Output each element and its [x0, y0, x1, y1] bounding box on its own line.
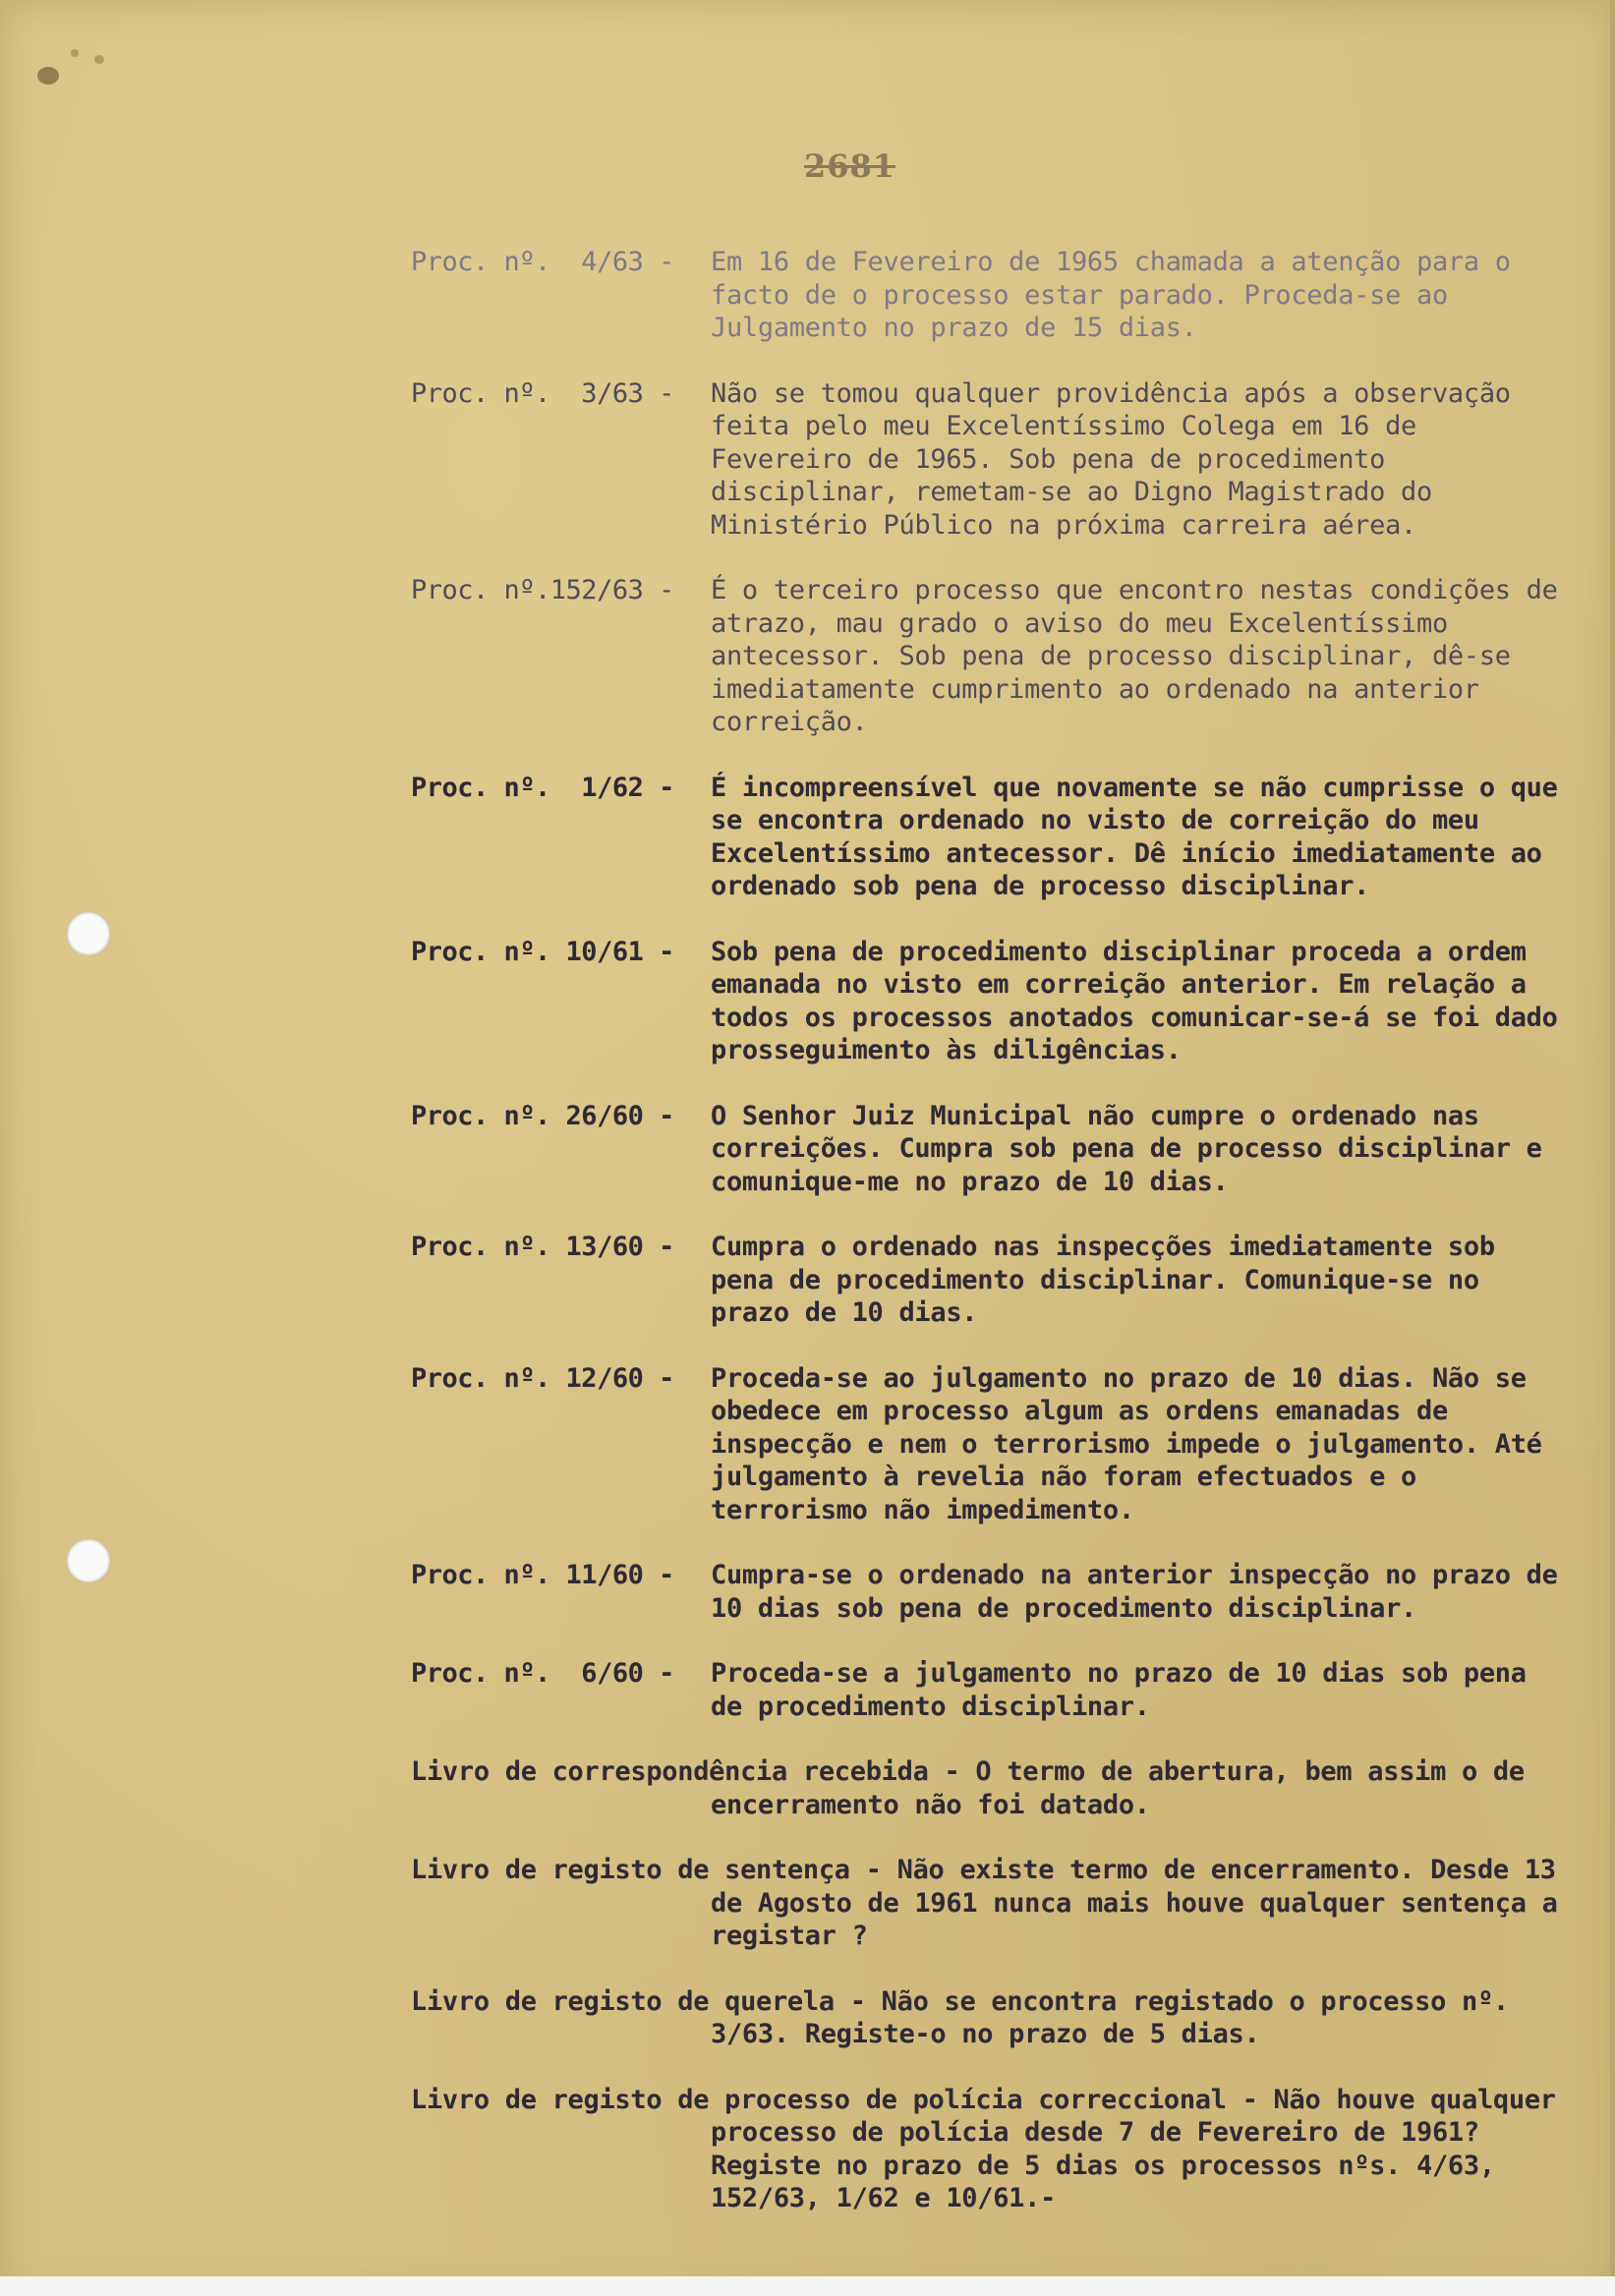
process-text: É incompreensível que novamente se não cumprisse o que se encontra ordenado no visto de correição do meu Excelentíssimo antecessor. Dê início imediatamente ao ordenado sob pena de processo disciplinar.: [711, 772, 1558, 901]
page-edge: [1610, 0, 1615, 2296]
correction-entries: [411, 246, 1566, 2248]
process-entry: [411, 1362, 1566, 1527]
book-label: Livro de correspondência recebida -: [411, 1756, 976, 1787]
book-text: O termo de abertura, bem assim o de encerramento não foi datado.: [711, 1756, 1525, 1820]
process-text: Proceda-se ao julgamento no prazo de 10 dias. Não se obedece em processo algum as ordens emanadas de inspecção e nem o terrorismo impede o julgamento. Até julgamento à revelia não foram efectuados e o terrorismo não impedimento.: [711, 1362, 1542, 1525]
process-text: É o terceiro processo que encontro nestas condições de atrazo, mau grado o aviso do meu Excelentíssimo antecessor. Sob pena de processo disciplinar, dê-se imediatamente cumprimento ao ordenado na anterior correição.: [711, 575, 1558, 737]
process-label: Proc. nº. 6/60 -: [411, 1658, 674, 1689]
process-entry: [411, 1657, 1566, 1723]
process-label: Proc. nº. 13/60 -: [411, 1232, 674, 1262]
process-text: Cumpra o ordenado nas inspecções imediatamente sob pena de procedimento disciplinar. Comunique-se no prazo de 10 dias.: [711, 1232, 1495, 1328]
process-entry: [411, 1100, 1566, 1199]
process-label: Proc. nº. 3/63 -: [411, 377, 674, 409]
process-label: Proc. nº. 10/61 -: [411, 936, 674, 967]
process-text: Em 16 de Fevereiro de 1965 chamada a atenção para o facto de o processo estar parado. Proceda-se ao Julgamento no prazo de 15 dias.: [711, 247, 1511, 343]
ink-smudge: [71, 49, 79, 57]
process-entry: [411, 1231, 1566, 1330]
process-label: Proc. nº. 12/60 -: [411, 1362, 674, 1394]
book-entry: [411, 1755, 1566, 1821]
book-label: Livro de registo de processo de polícia correccional -: [411, 2084, 1274, 2115]
process-label: Proc. nº. 4/63 -: [411, 247, 674, 277]
process-label: Proc. nº. 1/62 -: [411, 772, 674, 803]
process-text: Não se tomou qualquer providência após a observação feita pelo meu Excelentíssimo Colega em 16 de Fevereiro de 1965. Sob pena de procedimento disciplinar, remetam-se ao Digno Magistrado do Ministério Público na próxima carreira aérea.: [711, 377, 1511, 541]
book-entry: [411, 1854, 1566, 1953]
book-text: Não existe termo de encerramento. Desde 13 de Agosto de 1961 nunca mais houve qualquer sentença a registar ?: [711, 1855, 1558, 1951]
punch-hole-bottom: [67, 1539, 110, 1582]
ink-smudge: [94, 55, 104, 64]
process-entry: [411, 246, 1566, 345]
process-label: Proc. nº. 26/60 -: [411, 1100, 674, 1131]
page-number: 2681: [804, 147, 896, 185]
book-label: Livro de registo de querela -: [411, 1985, 882, 2017]
scan-margin: [0, 2276, 1615, 2296]
process-entry: [411, 936, 1566, 1067]
process-text: Proceda-se a julgamento no prazo de 10 dias sob pena de procedimento disciplinar.: [711, 1658, 1527, 1722]
process-label: Proc. nº.152/63 -: [411, 575, 674, 605]
punch-hole-top: [67, 912, 110, 955]
book-text: Não se encontra registado o processo nº. 3/63. Registe-o no prazo de 5 dias.: [711, 1985, 1509, 2049]
process-entry: [411, 377, 1566, 543]
book-text: Não houve qualquer processo de polícia desde 7 de Fevereiro de 1961? Registe no prazo de 5 dias os processos nºs. 4/63, 152/63, 1/62 e 10/61.-: [711, 2084, 1556, 2213]
book-label: Livro de registo de sentença -: [411, 1855, 897, 1885]
book-entry: [411, 2084, 1566, 2215]
process-entry: [411, 1559, 1566, 1625]
process-label: Proc. nº. 11/60 -: [411, 1560, 674, 1590]
ink-smudge: [37, 67, 59, 85]
process-entry: [411, 574, 1566, 739]
process-text: Sob pena de procedimento disciplinar proceda a ordem emanada no visto em correição anterior. Em relação a todos os processos anotados comunicar-se-á se foi dado prosseguimento às diligências.: [711, 936, 1558, 1065]
book-entry: [411, 1985, 1566, 2051]
process-text: O Senhor Juiz Municipal não cumpre o ordenado nas correições. Cumpra sob pena de processo disciplinar e comunique-me no prazo de 10 dias.: [711, 1100, 1542, 1197]
process-text: Cumpra-se o ordenado na anterior inspecção no prazo de 10 dias sob pena de procedimento disciplinar.: [711, 1560, 1558, 1624]
process-entry: [411, 772, 1566, 903]
